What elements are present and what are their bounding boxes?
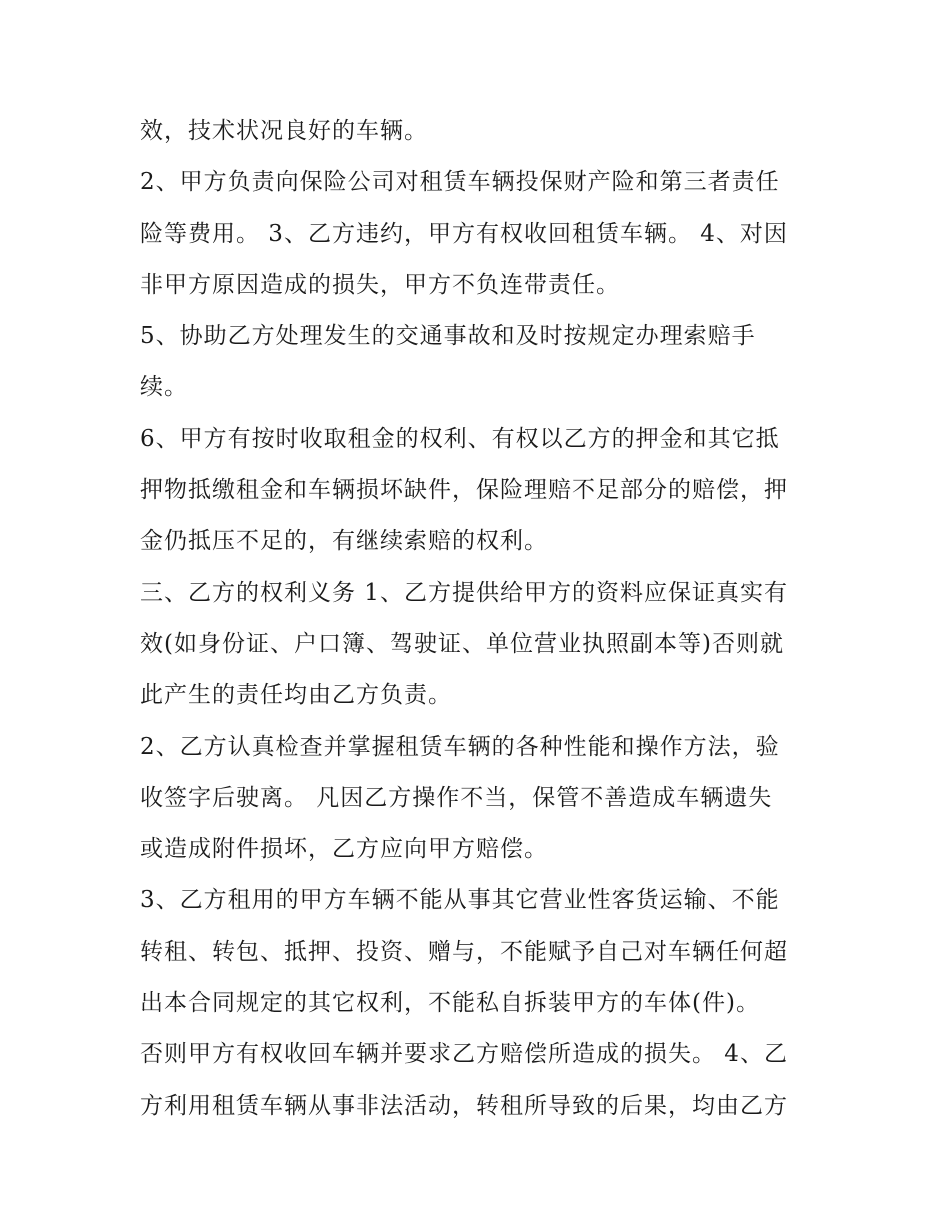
text-line: 3、乙方租用的甲方车辆不能从事其它营业性客货运输、不能 (140, 887, 780, 914)
text-line: 效，技术状况良好的车辆。 (140, 118, 428, 144)
text-line: 5、协助乙方处理发生的交通事故和及时按规定办理索赔手 (140, 323, 756, 350)
text-line: 转租、转包、抵押、投资、赠与，不能赋予自己对车辆任何超 (140, 938, 788, 965)
text-line: 2、甲方负责向保险公司对租赁车辆投保财产险和第三者责任 (140, 169, 780, 196)
text-line: 收签字后驶离。 凡因乙方操作不当，保管不善造成车辆遗失 (140, 784, 773, 811)
text-line: 效(如身份证、户口簿、驾驶证、单位营业执照副本等)否则就 (140, 630, 784, 657)
text-line: 出本合同规定的其它权利，不能私自拆装甲方的车体(件)。 (140, 990, 760, 1017)
text-line: 金仍抵压不足的，有继续索赔的权利。 (140, 528, 548, 555)
text-line: 三、乙方的权利义务 1、乙方提供给甲方的资料应保证真实有 (140, 579, 788, 606)
contract-body-text (140, 106, 830, 1132)
text-line: 方利用租赁车辆从事非法活动，转租所导致的后果，均由乙方 (140, 1092, 788, 1119)
text-line: 2、乙方认真检查并掌握租赁车辆的各种性能和操作方法，验 (140, 733, 780, 760)
text-line: 否则甲方有权收回车辆并要求乙方赔偿所造成的损失。 4、乙 (140, 1041, 788, 1068)
text-line: 险等费用。 3、乙方违约，甲方有权收回租赁车辆。 4、对因 (140, 220, 788, 247)
text-line: 押物抵缴租金和车辆损坏缺件，保险理赔不足部分的赔偿，押 (140, 477, 788, 504)
text-line: 非甲方原因造成的损失，甲方不负连带责任。 (140, 271, 620, 298)
text-line: 续。 (140, 374, 188, 401)
text-line: 此产生的责任均由乙方负责。 (140, 682, 452, 709)
text-line: 6、甲方有按时收取租金的权利、有权以乙方的押金和其它抵 (140, 425, 780, 452)
text-line: 或造成附件损坏，乙方应向甲方赔偿。 (140, 836, 548, 863)
